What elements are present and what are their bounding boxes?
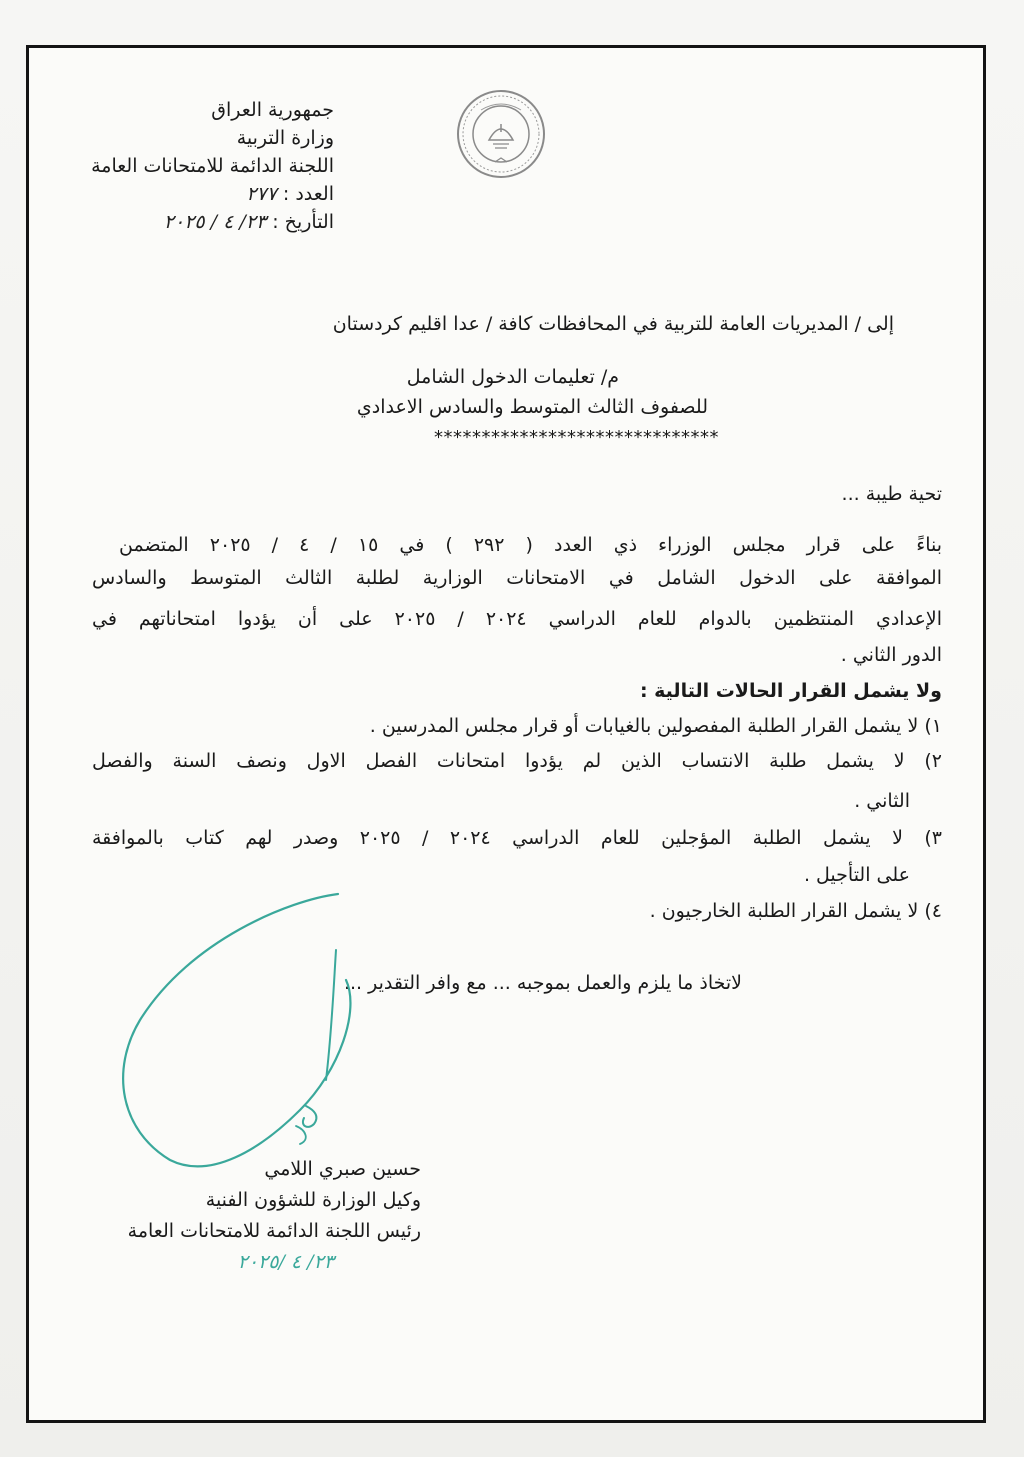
body-line-1: بناءً على قرار مجلس الوزراء ذي العدد ( ٢٩٢ ) في ١٥ / ٤ / ٢٠٢٥ المتضمن — [119, 534, 943, 556]
signature-date-value: ٢٣/ ٤ /٢٠٢٥ — [237, 1251, 334, 1273]
case-item-4: ٤) لا يشمل القرار الطلبة الخارجيون . — [649, 900, 942, 922]
subject-line-1: م/ تعليمات الدخول الشامل — [406, 366, 619, 388]
case-item-3: ٣) لا يشمل الطلبة المؤجلين للعام الدراسي ٢٠٢٤ / ٢٠٢٥ وصدر لهم كتاب بالموافقة — [92, 827, 942, 849]
signatory-title-2: رئيس اللجنة الدائمة للامتحانات العامة — [127, 1220, 421, 1242]
reference-date — [74, 208, 334, 236]
body-line-2: الموافقة على الدخول الشامل في الامتحانات الوزارية لطلبة الثالث المتوسط والسادس — [92, 567, 942, 589]
case-item-3-continuation: على التأجيل . — [803, 864, 910, 886]
country-name: جمهورية العراق — [211, 99, 334, 121]
reference-number — [74, 180, 334, 208]
case-item-2-continuation: الثاني . — [854, 790, 910, 812]
number-label: العدد : — [282, 183, 334, 205]
date-label: التأريخ : — [272, 211, 334, 233]
closing-line: لاتخاذ ما يلزم والعمل بموجبه ... مع وافر التقدير ... — [343, 972, 742, 994]
body-line-3: الإعدادي المنتظمين بالدوام للعام الدراسي ٢٠٢٤ / ٢٠٢٥ على أن يؤدوا امتحاناتهم في — [92, 608, 943, 630]
cases-heading: ولا يشمل القرار الحالات التالية : — [639, 680, 942, 702]
committee-name: اللجنة الدائمة للامتحانات العامة — [91, 155, 334, 177]
handwritten-signature-icon — [110, 880, 370, 1180]
signatory-name: حسين صبري اللامي — [264, 1158, 421, 1180]
case-item-1: ١) لا يشمل القرار الطلبة المفصولين بالغيابات أو قرار مجلس المدرسين . — [369, 715, 942, 737]
subject-line-2: للصفوف الثالث المتوسط والسادس الاعدادي — [356, 396, 708, 418]
ministry-seal-icon — [455, 88, 547, 180]
signature-date — [238, 1247, 334, 1278]
number-value: ٢٧٧ — [246, 183, 277, 205]
separator-stars: ****************************** — [434, 427, 719, 448]
ministry-name: وزارة التربية — [236, 127, 334, 149]
signatory-title-1: وكيل الوزارة للشؤون الفنية — [205, 1189, 421, 1211]
recipient-line: إلى / المديريات العامة للتربية في المحافظات كافة / عدا اقليم كردستان — [332, 313, 894, 335]
date-value: ٢٣/ ٤ / ٢٠٢٥ — [163, 211, 267, 233]
greeting: تحية طيبة ... — [841, 483, 942, 505]
case-item-2: ٢) لا يشمل طلبة الانتساب الذين لم يؤدوا امتحانات الفصل الاول ونصف السنة والفصل — [92, 750, 942, 772]
letterhead — [74, 96, 334, 236]
body-line-4: الدور الثاني . — [840, 644, 942, 666]
